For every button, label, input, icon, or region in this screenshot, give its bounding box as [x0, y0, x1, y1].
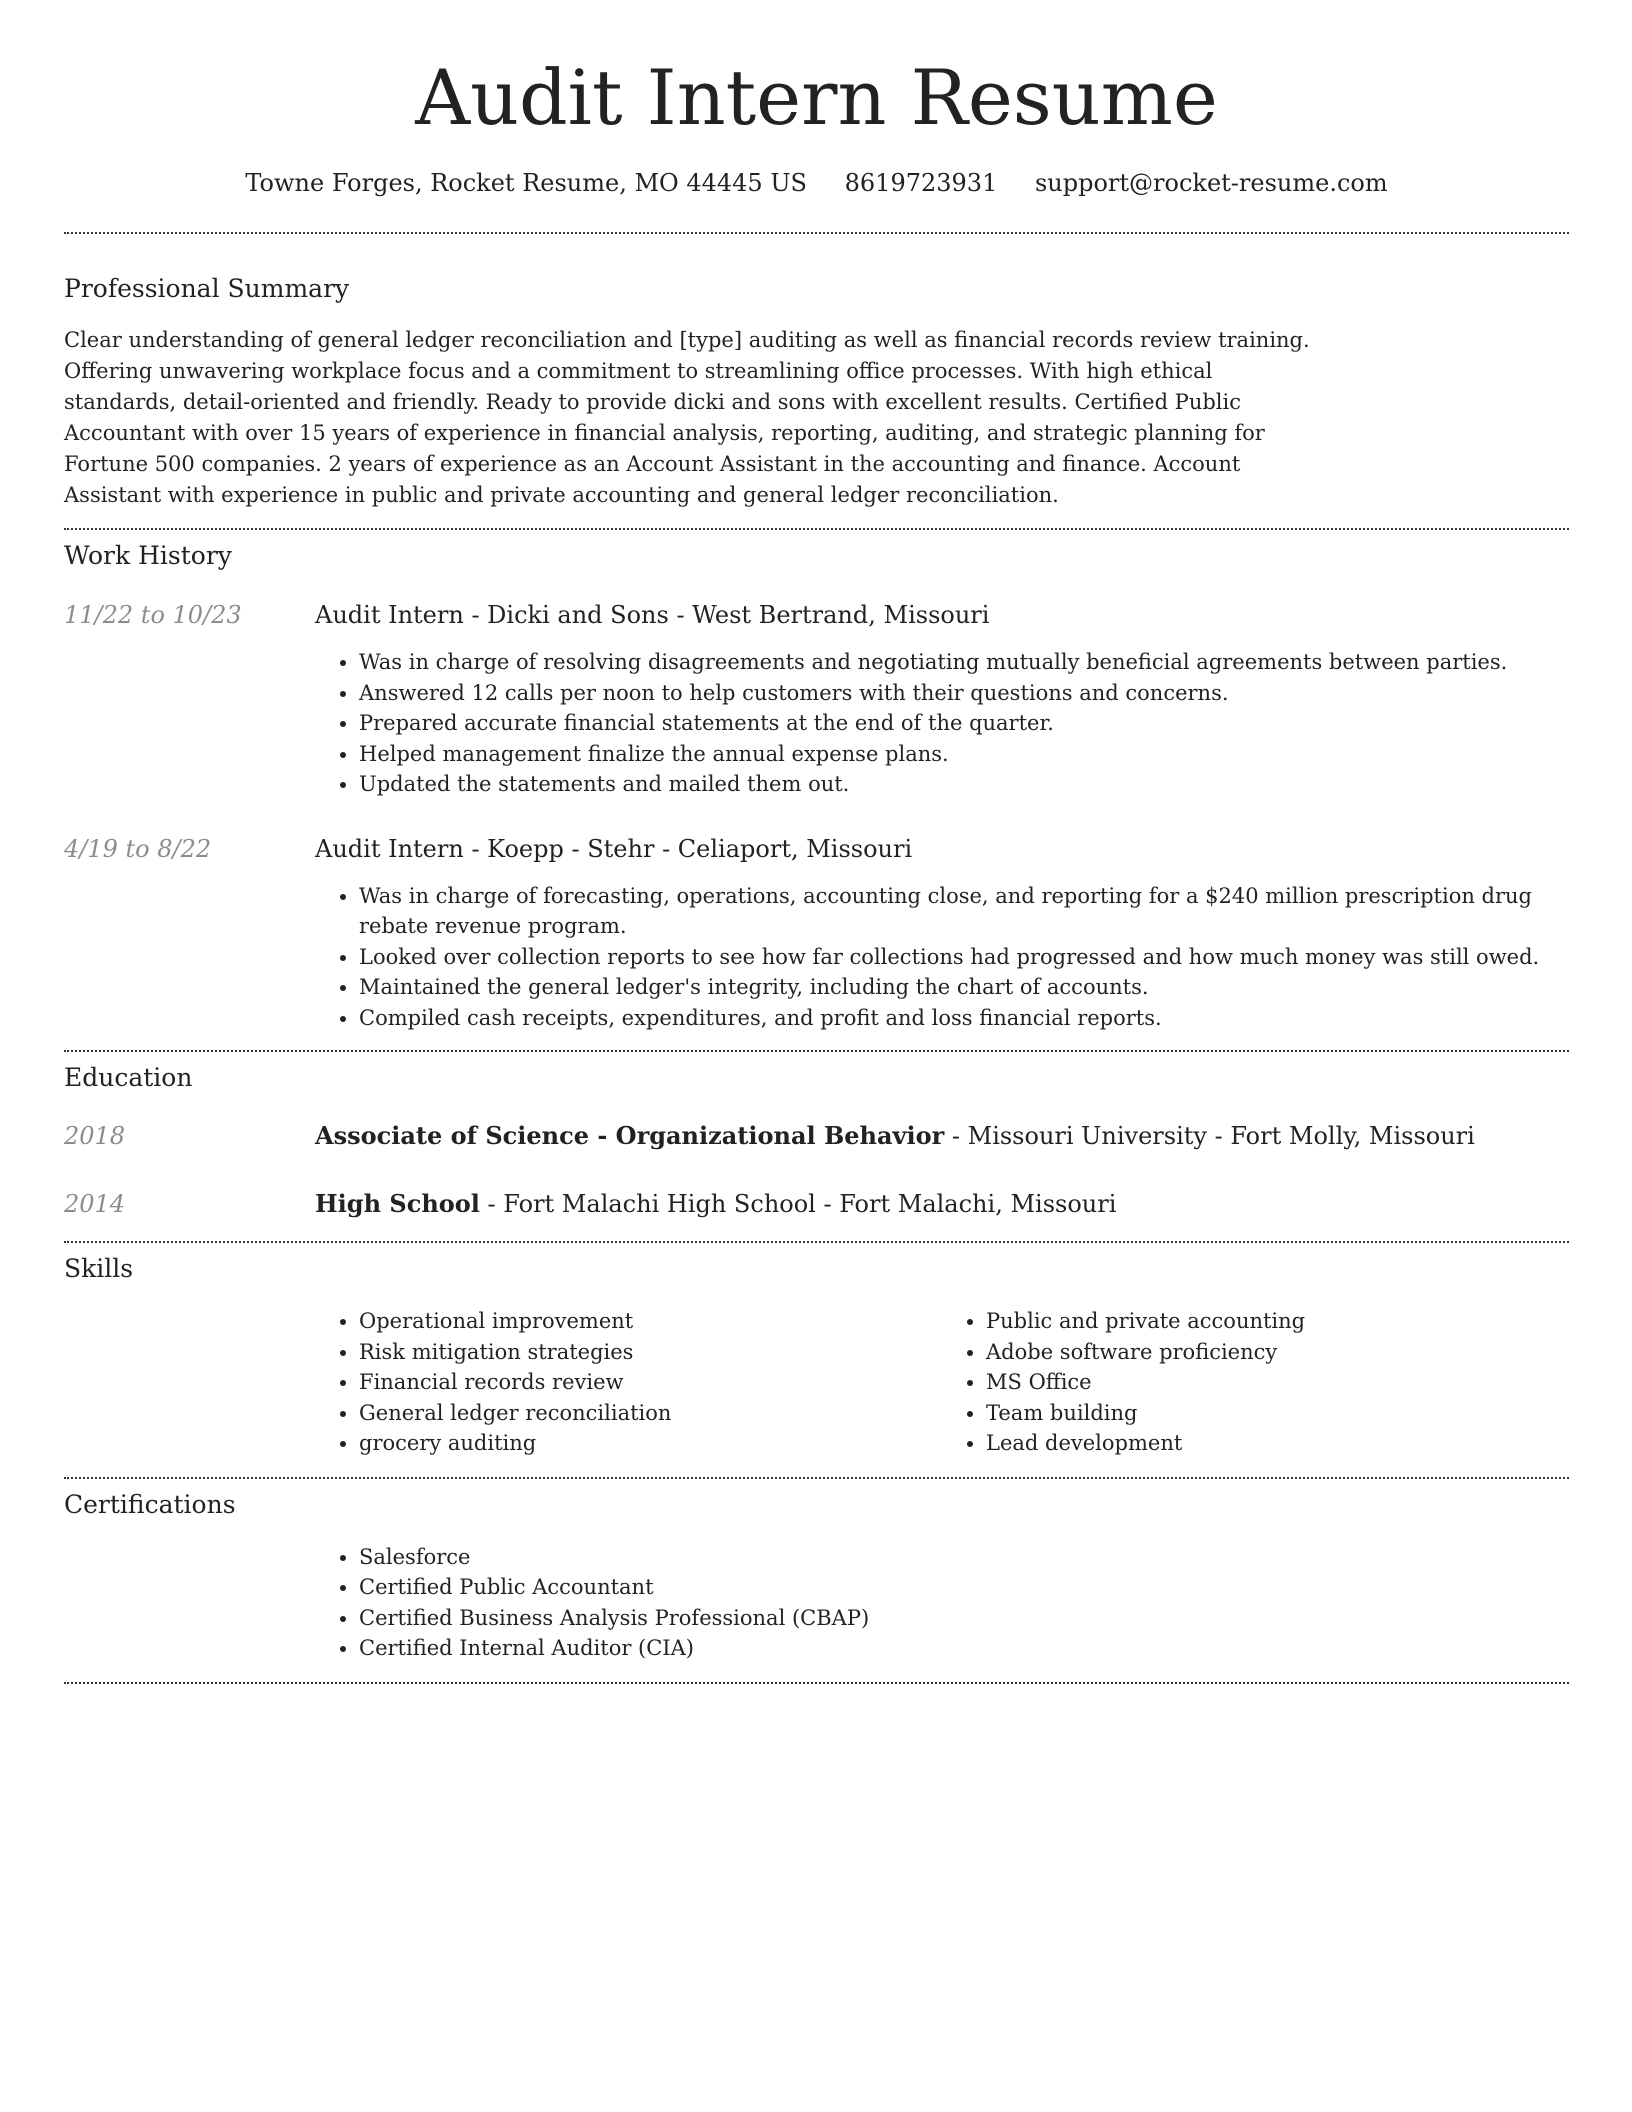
- certifications-section: [64, 1479, 1569, 1664]
- contact-address: Towne Forges, Rocket Resume, MO 44445 US: [245, 169, 807, 197]
- education-school: - Fort Malachi High School - Fort Malachi, Missouri: [479, 1190, 1117, 1218]
- section-title-skills: Skills: [64, 1254, 134, 1283]
- list-item: • Looked over collection reports to see how far collections had progressed and how much money was still owed.: [359, 942, 1569, 973]
- education-year: 2014: [64, 1190, 126, 1218]
- education-entry: [64, 1121, 1569, 1151]
- list-item: • Was in charge of resolving disagreements and negotiating mutually beneficial agreements between parties.: [359, 647, 1569, 678]
- list-item: • Updated the statements and mailed them out.: [359, 769, 1569, 800]
- certifications-list: [315, 1542, 1569, 1664]
- section-title-certifications: Certifications: [64, 1489, 236, 1519]
- list-item: • Was in charge of forecasting, operations, accounting close, and reporting for a $240 million prescription drug rebate revenue program.: [359, 881, 1569, 942]
- job-heading: Audit Intern - Dicki and Sons - West Bertrand, Missouri: [315, 601, 990, 629]
- summary-section: [64, 234, 1569, 511]
- list-item: • Helped management finalize the annual expense plans.: [359, 739, 1569, 770]
- list-item: • Compiled cash receipts, expenditures, and profit and loss financial reports.: [359, 1003, 1569, 1034]
- education-entry: [64, 1189, 1569, 1219]
- list-item: • Salesforce: [359, 1542, 1569, 1573]
- summary-text: Clear understanding of general ledger reconciliation and [type] auditing as well as financial records review training. Offering unwavering workplace focus and a commitment to streamlining office processes. With high ethical standards, detail-oriented and friendly. Ready to provide dicki and sons with excellent results. Certified Public Accountant with over 15 years of experience in financial analysis, reporting, auditing, and strategic planning for Fortune 500 companies. 2 years of experience as an Account Assistant in the accounting and finance. Account Assistant with experience in public and private accounting and general ledger reconciliation.: [64, 328, 1310, 507]
- list-item: • grocery auditing: [359, 1428, 942, 1459]
- job-dates: 4/19 to 8/22: [64, 834, 212, 863]
- list-item: • Lead development: [986, 1428, 1569, 1459]
- education-school: - Missouri University - Fort Molly, Missouri: [944, 1122, 1475, 1150]
- list-item: • Maintained the general ledger's integrity, including the chart of accounts.: [359, 972, 1569, 1003]
- resume-page: [64, 0, 1569, 1684]
- job-bullets: [315, 647, 1569, 800]
- list-item: • Team building: [986, 1398, 1569, 1429]
- list-item: • Financial records review: [359, 1367, 942, 1398]
- job-entry: [64, 600, 1569, 800]
- education-degree: Associate of Science - Organizational Behavior: [315, 1121, 945, 1150]
- education-section: [64, 1052, 1569, 1219]
- list-item: • General ledger reconciliation: [359, 1398, 942, 1429]
- education-year: 2018: [64, 1122, 126, 1150]
- work-history-section: [64, 530, 1569, 1033]
- job-entry: [64, 834, 1569, 1034]
- education-heading: [315, 1121, 1569, 1151]
- contact-phone: 8619723931: [844, 169, 998, 197]
- section-title-education: Education: [64, 1063, 193, 1092]
- job-bullets: [315, 881, 1569, 1034]
- list-item: • Answered 12 calls per noon to help customers with their questions and concerns.: [359, 678, 1569, 709]
- list-item: • Public and private accounting: [986, 1306, 1569, 1337]
- list-item: • Certified Business Analysis Professional (CBAP): [359, 1603, 1569, 1634]
- list-item: • Certified Internal Auditor (CIA): [359, 1633, 1569, 1664]
- skills-list-right: [942, 1306, 1569, 1459]
- contact-line: [64, 168, 1569, 198]
- section-title-summary: Professional Summary: [64, 274, 350, 303]
- contact-email: support@rocket-resume.com: [1034, 169, 1388, 197]
- list-item: • MS Office: [986, 1367, 1569, 1398]
- skills-list-left: [315, 1306, 942, 1459]
- list-item: • Risk mitigation strategies: [359, 1337, 942, 1368]
- list-item: • Certified Public Accountant: [359, 1572, 1569, 1603]
- list-item: • Adobe software proficiency: [986, 1337, 1569, 1368]
- skills-section: [64, 1243, 1569, 1459]
- resume-title: Audit Intern Resume: [415, 53, 1218, 142]
- divider: [64, 1682, 1569, 1684]
- skills-columns: [315, 1306, 1569, 1459]
- section-title-work-history: Work History: [64, 541, 232, 570]
- education-heading: [315, 1189, 1569, 1219]
- list-item: • Prepared accurate financial statements at the end of the quarter.: [359, 708, 1569, 739]
- job-dates: 11/22 to 10/23: [64, 601, 242, 629]
- education-degree: High School: [315, 1189, 480, 1218]
- job-heading: Audit Intern - Koepp - Stehr - Celiaport, Missouri: [315, 834, 913, 863]
- list-item: • Operational improvement: [359, 1306, 942, 1337]
